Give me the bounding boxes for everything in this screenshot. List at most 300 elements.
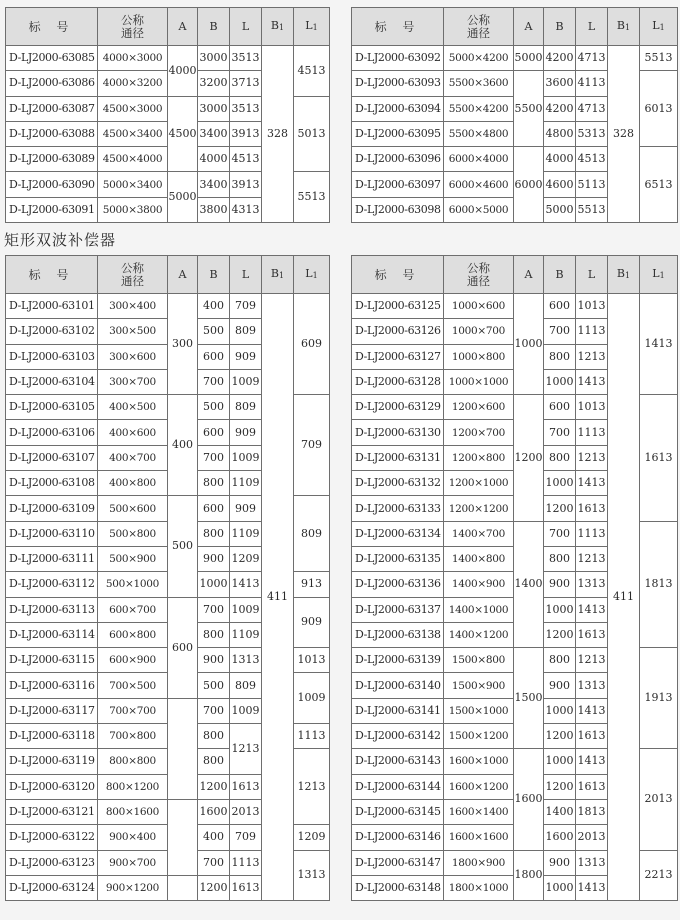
header-b: B bbox=[544, 8, 576, 46]
cell-b: 800 bbox=[198, 749, 230, 774]
cell-l: 1009 bbox=[230, 698, 262, 723]
header-nominal-diameter bbox=[98, 256, 168, 294]
cell-code: D-LJ2000-63102 bbox=[6, 319, 98, 344]
cell-nominal-diameter: 1600×1600 bbox=[444, 825, 514, 850]
header-l1-main: L bbox=[305, 266, 313, 280]
cell-nominal-diameter: 5500×3600 bbox=[444, 71, 514, 96]
cell-l: 4513 bbox=[230, 147, 262, 172]
cell-code: D-LJ2000-63144 bbox=[352, 774, 444, 799]
cell-b: 800 bbox=[544, 648, 576, 673]
cell-b: 800 bbox=[544, 344, 576, 369]
cell-l: 1413 bbox=[576, 597, 608, 622]
cell-nominal-diameter: 1400×800 bbox=[444, 546, 514, 571]
header-code: 标 号 bbox=[6, 8, 98, 46]
header-nominal-line1: 公称 bbox=[467, 12, 490, 27]
cell-b: 3200 bbox=[198, 71, 230, 96]
cell-nominal-diameter: 1000×700 bbox=[444, 319, 514, 344]
cell-code: D-LJ2000-63128 bbox=[352, 369, 444, 394]
cell-nominal-diameter: 1600×1400 bbox=[444, 799, 514, 824]
cell-code: D-LJ2000-63136 bbox=[352, 572, 444, 597]
cell-b: 4000 bbox=[544, 147, 576, 172]
cell-nominal-diameter: 800×800 bbox=[98, 749, 168, 774]
cell-code: D-LJ2000-63146 bbox=[352, 825, 444, 850]
cell-nominal-diameter: 500×1000 bbox=[98, 572, 168, 597]
cell-code: D-LJ2000-63093 bbox=[352, 71, 444, 96]
cell-l: 1213 bbox=[576, 648, 608, 673]
cell-l: 5113 bbox=[576, 172, 608, 197]
cell-l1: 1013 bbox=[294, 648, 330, 673]
cell-l: 1013 bbox=[576, 395, 608, 420]
cell-b: 1200 bbox=[198, 875, 230, 900]
cell-code: D-LJ2000-63119 bbox=[6, 749, 98, 774]
cell-l: 1813 bbox=[576, 799, 608, 824]
cell-b: 1000 bbox=[198, 572, 230, 597]
cell-b: 1200 bbox=[198, 774, 230, 799]
cell-l: 1613 bbox=[576, 622, 608, 647]
header-nominal-diameter bbox=[98, 8, 168, 46]
cell-b: 3400 bbox=[198, 172, 230, 197]
cell-nominal-diameter: 300×700 bbox=[98, 369, 168, 394]
header-b1 bbox=[262, 256, 294, 294]
cell-nominal-diameter: 300×400 bbox=[98, 294, 168, 319]
cell-b1: 411 bbox=[608, 294, 640, 901]
cell-nominal-diameter: 5500×4200 bbox=[444, 96, 514, 121]
cell-a: 500 bbox=[168, 496, 198, 597]
cell-l: 2013 bbox=[576, 825, 608, 850]
cell-nominal-diameter: 600×800 bbox=[98, 622, 168, 647]
cell-b: 3400 bbox=[198, 121, 230, 146]
header-b1 bbox=[608, 256, 640, 294]
cell-l: 4313 bbox=[230, 197, 262, 222]
cell-code: D-LJ2000-63138 bbox=[352, 622, 444, 647]
cell-b: 3800 bbox=[198, 197, 230, 222]
cell-b1: 411 bbox=[262, 294, 294, 901]
cell-l: 4713 bbox=[576, 46, 608, 71]
header-l1 bbox=[640, 256, 678, 294]
cell-nominal-diameter: 6000×5000 bbox=[444, 197, 514, 222]
cell-nominal-diameter: 1600×1200 bbox=[444, 774, 514, 799]
cell-b: 1000 bbox=[544, 875, 576, 900]
header-l: L bbox=[576, 256, 608, 294]
cell-code: D-LJ2000-63098 bbox=[352, 197, 444, 222]
cell-code: D-LJ2000-63107 bbox=[6, 445, 98, 470]
cell-code: D-LJ2000-63135 bbox=[352, 546, 444, 571]
cell-nominal-diameter: 800×1600 bbox=[98, 799, 168, 824]
cell-l1: 913 bbox=[294, 572, 330, 597]
cell-code: D-LJ2000-63134 bbox=[352, 521, 444, 546]
header-nominal-line2: 通径 bbox=[121, 25, 144, 40]
cell-nominal-diameter: 1500×1200 bbox=[444, 724, 514, 749]
cell-l: 1109 bbox=[230, 471, 262, 496]
cell-b: 400 bbox=[198, 294, 230, 319]
cell-l: 809 bbox=[230, 395, 262, 420]
header-row bbox=[6, 8, 330, 46]
header-l1-main: L bbox=[652, 266, 660, 280]
table-row bbox=[352, 46, 678, 71]
header-l: L bbox=[230, 8, 262, 46]
cell-l1: 1813 bbox=[640, 521, 678, 647]
cell-l1: 1313 bbox=[294, 850, 330, 901]
header-b1-sub: 1 bbox=[625, 270, 631, 280]
cell-l: 1413 bbox=[576, 369, 608, 394]
header-l: L bbox=[230, 256, 262, 294]
spec-table-1 bbox=[5, 7, 330, 223]
cell-l: 1613 bbox=[576, 774, 608, 799]
cell-code: D-LJ2000-63137 bbox=[352, 597, 444, 622]
cell-b: 800 bbox=[544, 546, 576, 571]
cell-nominal-diameter: 1000×600 bbox=[444, 294, 514, 319]
cell-l: 1213 bbox=[576, 445, 608, 470]
cell-code: D-LJ2000-63127 bbox=[352, 344, 444, 369]
cell-l: 1213 bbox=[576, 344, 608, 369]
header-row bbox=[6, 256, 330, 294]
table-row bbox=[352, 294, 678, 319]
cell-b: 1000 bbox=[544, 698, 576, 723]
cell-code: D-LJ2000-63112 bbox=[6, 572, 98, 597]
cell-nominal-diameter: 1400×900 bbox=[444, 572, 514, 597]
cell-b: 700 bbox=[198, 698, 230, 723]
cell-l: 1413 bbox=[576, 749, 608, 774]
cell-nominal-diameter: 700×700 bbox=[98, 698, 168, 723]
cell-b: 700 bbox=[198, 369, 230, 394]
cell-b: 3000 bbox=[198, 96, 230, 121]
cell-l: 1013 bbox=[576, 294, 608, 319]
cell-nominal-diameter: 6000×4000 bbox=[444, 147, 514, 172]
header-a: A bbox=[514, 256, 544, 294]
cell-code: D-LJ2000-63103 bbox=[6, 344, 98, 369]
cell-nominal-diameter: 1400×700 bbox=[444, 521, 514, 546]
cell-l: 1613 bbox=[576, 724, 608, 749]
cell-nominal-diameter: 1200×1200 bbox=[444, 496, 514, 521]
cell-nominal-diameter: 500×800 bbox=[98, 521, 168, 546]
cell-b: 1200 bbox=[544, 724, 576, 749]
header-l1-main: L bbox=[652, 18, 660, 32]
cell-nominal-diameter: 600×900 bbox=[98, 648, 168, 673]
cell-nominal-diameter: 900×1200 bbox=[98, 875, 168, 900]
cell-b: 500 bbox=[198, 673, 230, 698]
cell-a: 400 bbox=[168, 395, 198, 496]
cell-b: 900 bbox=[198, 546, 230, 571]
cell-a: 5000 bbox=[168, 172, 198, 223]
cell-code: D-LJ2000-63096 bbox=[352, 147, 444, 172]
cell-l1: 1613 bbox=[640, 395, 678, 521]
table-row bbox=[6, 46, 330, 71]
header-nominal-diameter bbox=[444, 8, 514, 46]
header-b: B bbox=[198, 8, 230, 46]
spec-table-3 bbox=[5, 255, 330, 901]
cell-nominal-diameter: 1200×800 bbox=[444, 445, 514, 470]
spec-table-2 bbox=[351, 7, 678, 223]
cell-nominal-diameter: 4500×3400 bbox=[98, 121, 168, 146]
header-row bbox=[352, 8, 678, 46]
cell-b: 500 bbox=[198, 395, 230, 420]
cell-nominal-diameter: 500×900 bbox=[98, 546, 168, 571]
cell-nominal-diameter: 400×500 bbox=[98, 395, 168, 420]
cell-l: 1113 bbox=[576, 521, 608, 546]
cell-b: 800 bbox=[198, 521, 230, 546]
cell-l1: 2013 bbox=[640, 749, 678, 850]
cell-code: D-LJ2000-63101 bbox=[6, 294, 98, 319]
cell-b: 1000 bbox=[544, 597, 576, 622]
cell-l1: 5013 bbox=[294, 96, 330, 172]
cell-a: 5500 bbox=[514, 71, 544, 147]
cell-code: D-LJ2000-63147 bbox=[352, 850, 444, 875]
cell-b: 500 bbox=[198, 319, 230, 344]
header-b1-main: B bbox=[270, 18, 279, 32]
cell-code: D-LJ2000-63106 bbox=[6, 420, 98, 445]
cell-l: 1413 bbox=[576, 698, 608, 723]
cell-l1: 1009 bbox=[294, 673, 330, 724]
cell-a: 1600 bbox=[514, 749, 544, 850]
cell-l: 1313 bbox=[230, 648, 262, 673]
cell-nominal-diameter: 1400×1000 bbox=[444, 597, 514, 622]
cell-l: 809 bbox=[230, 673, 262, 698]
cell-nominal-diameter: 1000×800 bbox=[444, 344, 514, 369]
cell-b: 1200 bbox=[544, 622, 576, 647]
cell-nominal-diameter: 5000×3800 bbox=[98, 197, 168, 222]
cell-code: D-LJ2000-63122 bbox=[6, 825, 98, 850]
cell-nominal-diameter: 1800×1000 bbox=[444, 875, 514, 900]
cell-code: D-LJ2000-63145 bbox=[352, 799, 444, 824]
cell-l: 1009 bbox=[230, 597, 262, 622]
header-l1-sub: 1 bbox=[312, 270, 318, 280]
cell-b: 800 bbox=[544, 445, 576, 470]
cell-b: 1000 bbox=[544, 369, 576, 394]
cell-b: 3600 bbox=[544, 71, 576, 96]
cell-code: D-LJ2000-63117 bbox=[6, 698, 98, 723]
cell-nominal-diameter: 4500×4000 bbox=[98, 147, 168, 172]
cell-code: D-LJ2000-63118 bbox=[6, 724, 98, 749]
cell-nominal-diameter: 900×400 bbox=[98, 825, 168, 850]
cell-l: 709 bbox=[230, 294, 262, 319]
cell-nominal-diameter: 4500×3000 bbox=[98, 96, 168, 121]
cell-code: D-LJ2000-63105 bbox=[6, 395, 98, 420]
cell-code: D-LJ2000-63132 bbox=[352, 471, 444, 496]
cell-l: 3713 bbox=[230, 71, 262, 96]
cell-l: 3513 bbox=[230, 96, 262, 121]
cell-b: 5000 bbox=[544, 197, 576, 222]
cell-a: 300 bbox=[168, 294, 198, 395]
header-nominal-diameter bbox=[444, 256, 514, 294]
cell-nominal-diameter: 1800×900 bbox=[444, 850, 514, 875]
cell-nominal-diameter: 400×600 bbox=[98, 420, 168, 445]
cell-b: 900 bbox=[544, 850, 576, 875]
cell-code: D-LJ2000-63139 bbox=[352, 648, 444, 673]
cell-b: 400 bbox=[198, 825, 230, 850]
header-b1 bbox=[262, 8, 294, 46]
header-a: A bbox=[168, 256, 198, 294]
cell-code: D-LJ2000-63113 bbox=[6, 597, 98, 622]
cell-code: D-LJ2000-63094 bbox=[352, 96, 444, 121]
cell-l: 1613 bbox=[230, 774, 262, 799]
cell-nominal-diameter: 300×500 bbox=[98, 319, 168, 344]
header-b: B bbox=[544, 256, 576, 294]
cell-b: 600 bbox=[544, 294, 576, 319]
header-l1-sub: 1 bbox=[312, 22, 318, 32]
header-b1-sub: 1 bbox=[279, 22, 285, 32]
section-heading: 矩形双波补偿器 bbox=[4, 231, 117, 249]
cell-b: 4800 bbox=[544, 121, 576, 146]
cell-l: 1213 bbox=[576, 546, 608, 571]
header-l1-sub: 1 bbox=[659, 22, 665, 32]
header-b1-main: B bbox=[616, 266, 625, 280]
cell-nominal-diameter: 600×700 bbox=[98, 597, 168, 622]
cell-b: 1600 bbox=[544, 825, 576, 850]
cell-l: 1413 bbox=[230, 572, 262, 597]
cell-b: 600 bbox=[198, 420, 230, 445]
cell-nominal-diameter: 400×800 bbox=[98, 471, 168, 496]
cell-l: 5313 bbox=[576, 121, 608, 146]
cell-a bbox=[168, 875, 198, 900]
cell-l: 4113 bbox=[576, 71, 608, 96]
cell-nominal-diameter: 1500×1000 bbox=[444, 698, 514, 723]
cell-l: 5513 bbox=[576, 197, 608, 222]
cell-nominal-diameter: 1500×800 bbox=[444, 648, 514, 673]
header-nominal-line1: 公称 bbox=[121, 12, 144, 27]
cell-code: D-LJ2000-63110 bbox=[6, 521, 98, 546]
cell-nominal-diameter: 1200×1000 bbox=[444, 471, 514, 496]
cell-code: D-LJ2000-63108 bbox=[6, 471, 98, 496]
cell-l: 909 bbox=[230, 344, 262, 369]
cell-l: 3913 bbox=[230, 121, 262, 146]
cell-code: D-LJ2000-63148 bbox=[352, 875, 444, 900]
header-l1-main: L bbox=[305, 18, 313, 32]
cell-l: 1209 bbox=[230, 546, 262, 571]
cell-b: 700 bbox=[198, 445, 230, 470]
cell-l: 809 bbox=[230, 319, 262, 344]
header-code: 标 号 bbox=[6, 256, 98, 294]
cell-code: D-LJ2000-63133 bbox=[352, 496, 444, 521]
cell-l1: 709 bbox=[294, 395, 330, 496]
cell-a: 5000 bbox=[514, 46, 544, 71]
cell-b: 1600 bbox=[198, 799, 230, 824]
cell-b: 4600 bbox=[544, 172, 576, 197]
cell-l: 1009 bbox=[230, 369, 262, 394]
cell-code: D-LJ2000-63121 bbox=[6, 799, 98, 824]
cell-code: D-LJ2000-63111 bbox=[6, 546, 98, 571]
cell-code: D-LJ2000-63091 bbox=[6, 197, 98, 222]
cell-code: D-LJ2000-63126 bbox=[352, 319, 444, 344]
cell-code: D-LJ2000-63140 bbox=[352, 673, 444, 698]
header-nominal-line2: 通径 bbox=[121, 273, 144, 288]
cell-code: D-LJ2000-63130 bbox=[352, 420, 444, 445]
cell-code: D-LJ2000-63129 bbox=[352, 395, 444, 420]
cell-l1: 4513 bbox=[294, 46, 330, 97]
cell-l1: 1113 bbox=[294, 724, 330, 749]
cell-code: D-LJ2000-63089 bbox=[6, 147, 98, 172]
cell-b: 900 bbox=[544, 673, 576, 698]
cell-nominal-diameter: 4000×3000 bbox=[98, 46, 168, 71]
cell-b: 700 bbox=[544, 319, 576, 344]
header-l1-sub: 1 bbox=[659, 270, 665, 280]
header-b1-main: B bbox=[616, 18, 625, 32]
cell-b: 700 bbox=[198, 597, 230, 622]
header-l1 bbox=[294, 8, 330, 46]
cell-l1: 2213 bbox=[640, 850, 678, 901]
cell-nominal-diameter: 300×600 bbox=[98, 344, 168, 369]
header-l: L bbox=[576, 8, 608, 46]
cell-code: D-LJ2000-63116 bbox=[6, 673, 98, 698]
cell-a: 4500 bbox=[168, 96, 198, 172]
cell-b: 600 bbox=[198, 344, 230, 369]
cell-a: 600 bbox=[168, 597, 198, 698]
header-b1-sub: 1 bbox=[625, 22, 631, 32]
header-nominal-line1: 公称 bbox=[467, 260, 490, 275]
cell-l1: 6513 bbox=[640, 147, 678, 223]
cell-code: D-LJ2000-63142 bbox=[352, 724, 444, 749]
table-row bbox=[6, 294, 330, 319]
cell-l: 1009 bbox=[230, 445, 262, 470]
cell-code: D-LJ2000-63088 bbox=[6, 121, 98, 146]
cell-nominal-diameter: 700×500 bbox=[98, 673, 168, 698]
cell-a: 1200 bbox=[514, 395, 544, 521]
cell-code: D-LJ2000-63124 bbox=[6, 875, 98, 900]
header-l1 bbox=[640, 8, 678, 46]
cell-l1: 909 bbox=[294, 597, 330, 648]
cell-l: 1413 bbox=[576, 471, 608, 496]
cell-code: D-LJ2000-63123 bbox=[6, 850, 98, 875]
cell-l: 4513 bbox=[576, 147, 608, 172]
cell-a: 4000 bbox=[168, 46, 198, 97]
cell-l: 909 bbox=[230, 496, 262, 521]
cell-l: 1413 bbox=[576, 875, 608, 900]
cell-l: 1109 bbox=[230, 622, 262, 647]
cell-a bbox=[168, 799, 198, 875]
cell-a: 6000 bbox=[514, 147, 544, 223]
cell-l: 909 bbox=[230, 420, 262, 445]
cell-b: 3000 bbox=[198, 46, 230, 71]
cell-b: 800 bbox=[198, 724, 230, 749]
cell-a: 1500 bbox=[514, 648, 544, 749]
cell-nominal-diameter: 1600×1000 bbox=[444, 749, 514, 774]
cell-code: D-LJ2000-63090 bbox=[6, 172, 98, 197]
cell-b: 4200 bbox=[544, 96, 576, 121]
cell-l: 1313 bbox=[576, 850, 608, 875]
cell-l1: 1209 bbox=[294, 825, 330, 850]
cell-b: 700 bbox=[544, 420, 576, 445]
header-row bbox=[352, 256, 678, 294]
cell-l: 1613 bbox=[230, 875, 262, 900]
cell-nominal-diameter: 5500×4800 bbox=[444, 121, 514, 146]
cell-a: 1800 bbox=[514, 850, 544, 901]
cell-l: 1313 bbox=[576, 673, 608, 698]
cell-l: 3513 bbox=[230, 46, 262, 71]
cell-nominal-diameter: 4000×3200 bbox=[98, 71, 168, 96]
cell-l: 4713 bbox=[576, 96, 608, 121]
cell-l1: 809 bbox=[294, 496, 330, 572]
cell-code: D-LJ2000-63120 bbox=[6, 774, 98, 799]
cell-b: 800 bbox=[198, 622, 230, 647]
cell-code: D-LJ2000-63141 bbox=[352, 698, 444, 723]
cell-b: 700 bbox=[544, 521, 576, 546]
cell-l: 709 bbox=[230, 825, 262, 850]
cell-nominal-diameter: 6000×4600 bbox=[444, 172, 514, 197]
cell-l: 2013 bbox=[230, 799, 262, 824]
cell-code: D-LJ2000-63092 bbox=[352, 46, 444, 71]
cell-b: 1200 bbox=[544, 496, 576, 521]
cell-code: D-LJ2000-63104 bbox=[6, 369, 98, 394]
cell-b: 600 bbox=[198, 496, 230, 521]
cell-b1: 328 bbox=[608, 46, 640, 223]
cell-b: 1000 bbox=[544, 749, 576, 774]
cell-code: D-LJ2000-63086 bbox=[6, 71, 98, 96]
cell-b: 900 bbox=[544, 572, 576, 597]
header-b: B bbox=[198, 256, 230, 294]
header-nominal-line2: 通径 bbox=[467, 273, 490, 288]
cell-l1: 1213 bbox=[294, 749, 330, 825]
cell-l1: 1413 bbox=[640, 294, 678, 395]
header-b1 bbox=[608, 8, 640, 46]
